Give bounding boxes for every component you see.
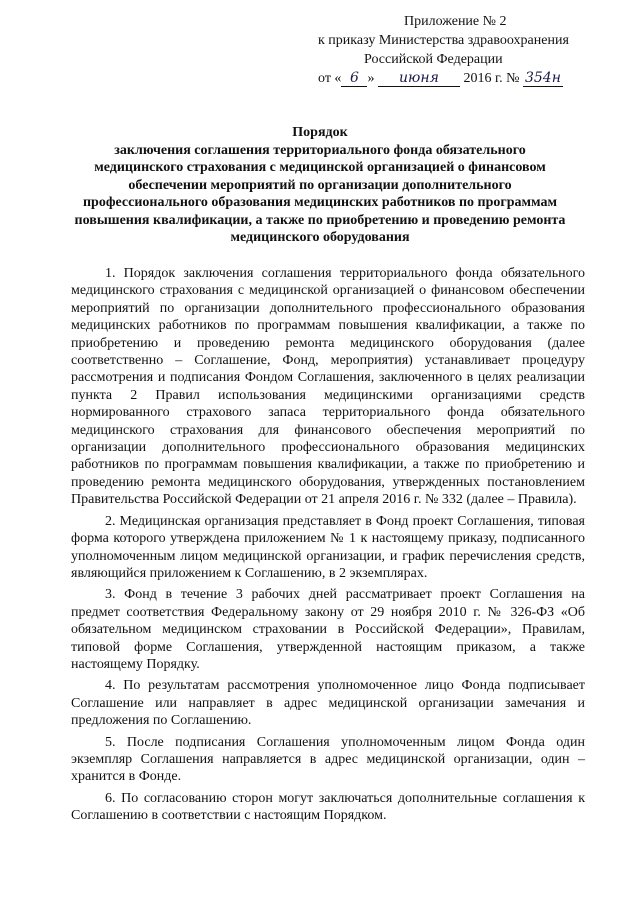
paragraph-1: 1. Порядок заключения соглашения территориального фонда обязательного медицинского страхования с медицинской организацией о финансовом обеспечении мероприятий по организации дополнительного профессионального образования медицинских работников по программам повышения квалификации, а также по приобретению и проведению ремонта медицинского оборудования (далее соответственно – Соглашение, Фонд, мероприятия) устанавливает процедуру рассмотрения и подписания Фондом Соглашения, заключенного в целях реализации пункта 2 Правил использования медицинскими организациями средств нормированного страхового запаса территориального фонда обязательного медицинского страхования для финансового обеспечения мероприятий по организации дополнительного профессионального образования медицинских работников по программам повышения квалификации, а также по приобретению и проведению ремонта медицинского оборудования, утвержденных постановлением Правительства Российской Федерации от 21 апреля 2016 г. № 332 (далее – Правила). (71, 266, 585, 508)
date-day-close: » (367, 71, 375, 86)
date-year: 2016 г. № (463, 71, 520, 86)
paragraph-3: 3. Фонд в течение 3 рабочих дней рассматривает проект Соглашения на предмет соответствия Федеральному закону от 29 ноября 2010 г. № 326-ФЗ «Об обязательном медицинском страховании в Российской Федерации», Правилам, типовой форме Соглашения, утвержденной настоящим приказом, а также настоящему Порядку. (71, 587, 585, 672)
document-body (71, 265, 585, 829)
appendix-header (318, 12, 618, 88)
paragraph-5: 5. После подписания Соглашения уполномоченным лицом Фонда один экземпляр Соглашения направляется в адрес медицинской организации, один – хранится в Фонде. (71, 734, 585, 785)
title-subtitle: заключения соглашения территориального фонда обязательного медицинского страхования с медицинской организацией о финансовом обеспечении мероприятий по организации дополнительного профессионального образования медицинских работников по программам повышения квалификации, а также по приобретению и проведению ремонта медицинского оборудования (74, 142, 566, 245)
paragraph-6: 6. По согласованию сторон могут заключаться дополнительные соглашения к Соглашению в соответствии с настоящим Порядком. (71, 790, 585, 824)
appendix-number: Приложение № 2 (404, 14, 507, 29)
appendix-date-line (318, 69, 618, 88)
date-prefix: от « (318, 71, 342, 86)
paragraph-2: 2. Медицинская организация представляет в Фонд проект Соглашения, типовая форма которого утверждена приложением № 1 к настоящему приказу, подписанного уполномоченным лицом медицинской организации, и график перечисления средств, являющийся приложением к Соглашению, в 2 экземплярах. (71, 513, 585, 581)
paragraph-4: 4. По результатам рассмотрения уполномоченное лицо Фонда подписывает Соглашение или направляет в адрес медицинской организации замечания и предложения по Соглашению. (71, 678, 585, 729)
appendix-ministry: Российской Федерации (364, 52, 503, 67)
handwritten-order-number: 354н (523, 70, 563, 87)
handwritten-day: 6 (341, 70, 367, 87)
document-title (70, 124, 570, 247)
title-heading: Порядок (292, 125, 348, 140)
handwritten-month: июня (378, 70, 460, 87)
appendix-order-ref: к приказу Министерства здравоохранения (318, 33, 569, 48)
